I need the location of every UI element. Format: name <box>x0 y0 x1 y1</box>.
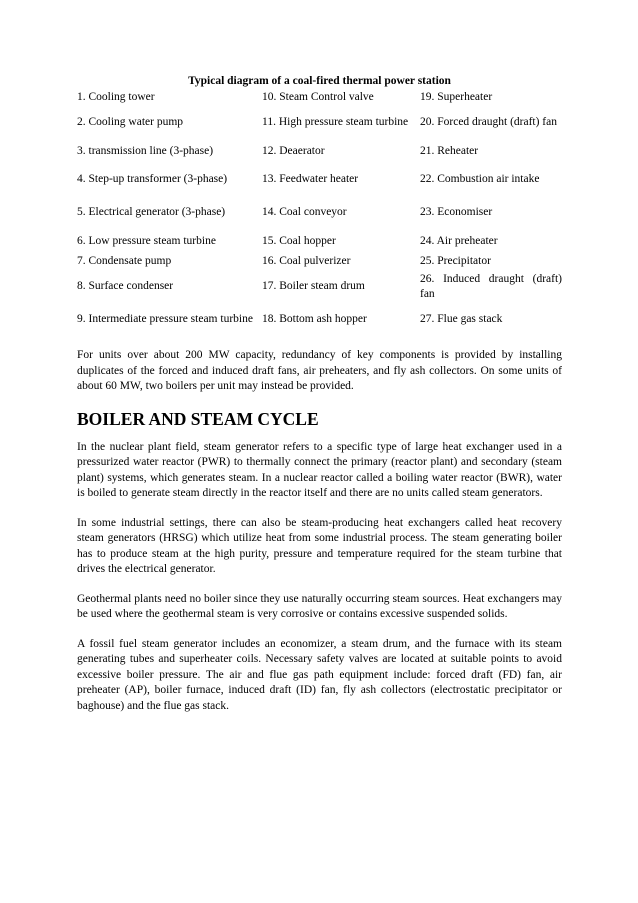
table-cell: 24. Air preheater <box>420 234 498 247</box>
table-row <box>77 139 562 163</box>
component-legend-table <box>77 89 562 336</box>
section-heading: BOILER AND STEAM CYCLE <box>77 408 319 429</box>
table-cell: 4. Step-up transformer (3-phase) <box>77 173 228 185</box>
table-cell: 11. High pressure steam turbine <box>262 116 409 128</box>
table-cell: 3. transmission line (3-phase) <box>77 144 214 157</box>
table-cell: 10. Steam Control valve <box>262 91 374 103</box>
table-cell: 15. Coal hopper <box>262 234 336 247</box>
intro-paragraph: For units over about 200 MW capacity, redundancy of key components is provided by installing duplicates of the forced and induced draft fans, air preheaters, and fly ash collectors. On some units of about 60 MW, two boilers per unit may instead be provided. <box>77 349 562 392</box>
table-cell: 13. Feedwater heater <box>262 173 359 185</box>
table-cell: 1. Cooling tower <box>77 91 155 103</box>
table-cell: 25. Precipitator <box>420 255 491 267</box>
table-cell: 22. Combustion air intake <box>420 173 540 185</box>
table-cell: 19. Superheater <box>420 91 493 103</box>
table-cell: 18. Bottom ash hopper <box>262 313 367 325</box>
table-cell: 9. Intermediate pressure steam turbine <box>77 313 253 325</box>
paragraph-hrsg: In some industrial settings, there can also be steam-producing heat exchangers called heat recovery steam generators (HRSG) which utilize heat from some industrial process. The steam generating boiler has to produce steam at the high purity, pressure and temperature required for the steam turbine that drives the electrical generator. <box>77 516 562 575</box>
table-cell: 20. Forced draught (draft) fan <box>420 116 557 128</box>
paragraph-geothermal: Geothermal plants need no boiler since they use naturally occurring steam sources. Heat exchangers may be used where the geothermal steam is very corrosive or contains excessive suspended solids. <box>77 592 562 620</box>
table-cell: 26. Induced draught (draft) fan <box>420 272 562 300</box>
table-row <box>77 196 562 229</box>
table-cell: 23. Economiser <box>420 206 493 218</box>
table-cell: 16. Coal pulverizer <box>262 255 351 267</box>
table-row <box>77 163 562 196</box>
table-cell: 21. Reheater <box>420 144 479 157</box>
table-cell: 5. Electrical generator (3-phase) <box>77 206 226 218</box>
table-cell: 27. Flue gas stack <box>420 313 503 325</box>
table-caption: Typical diagram of a coal-fired thermal power station <box>188 75 451 87</box>
page-content <box>77 74 562 714</box>
table-cell: 6. Low pressure steam turbine <box>77 234 216 247</box>
paragraph-nuclear: In the nuclear plant field, steam generator refers to a specific type of large heat exchanger used in a pressurized water reactor (PWR) to thermally connect the primary (reactor plant) and secondary (steam plant) systems, which generates steam. In a nuclear reactor called a boiling water reactor (BWR), water is boiled to generate steam directly in the reactor itself and there are no units called steam generators. <box>77 440 562 499</box>
table-cell: 14. Coal conveyor <box>262 206 347 218</box>
table-cell: 17. Boiler steam drum <box>262 280 365 292</box>
table-row <box>77 303 562 336</box>
table-cell: 7. Condensate pump <box>77 255 172 267</box>
table-cell: 8. Surface condenser <box>77 280 174 292</box>
table-cell: 2. Cooling water pump <box>77 116 184 128</box>
table-row <box>77 253 562 270</box>
table-row <box>77 229 562 253</box>
table-cell: 12. Deaerator <box>262 144 325 157</box>
table-row <box>77 270 562 303</box>
table-row <box>77 106 562 139</box>
paragraph-fossil: A fossil fuel steam generator includes an economizer, a steam drum, and the furnace with its steam generating tubes and superheater coils. Necessary safety valves are located at suitable points to avoid excessive boiler pressure. The air and flue gas path equipment include: forced draft (FD) fan, air preheater (AP), boiler furnace, induced draft (ID) fan, fly ash collectors (electrostatic precipitator or baghouse) and the flue gas stack. <box>77 637 562 712</box>
table-row <box>77 89 562 106</box>
